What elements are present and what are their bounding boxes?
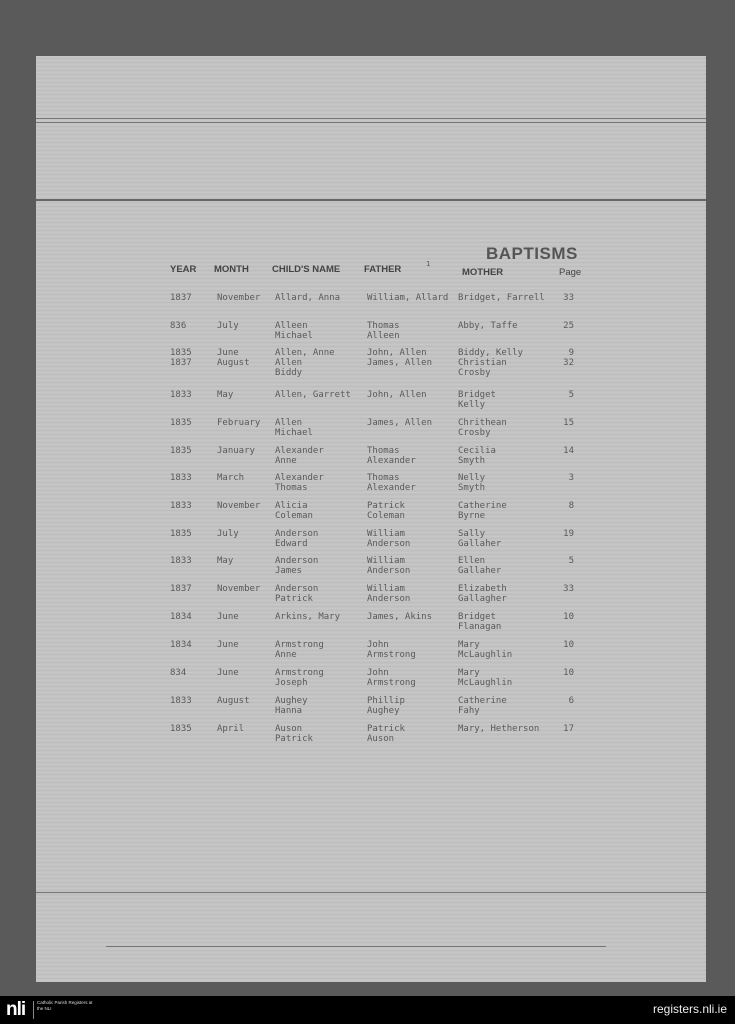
page-cell: 8 (568, 501, 574, 511)
page-cell: 32 (563, 358, 574, 368)
child-cell: Allen Michael (275, 418, 313, 438)
nli-logo[interactable]: nli (6, 999, 26, 1020)
register-row (36, 473, 706, 501)
month-cell: June (217, 640, 239, 650)
father-cell: Patrick Auson (367, 724, 405, 744)
column-header-father: FATHER (364, 264, 402, 275)
month-cell: April (217, 724, 245, 734)
mother-cell: Biddy, Kelly (458, 348, 524, 358)
logo-caption: Catholic Parish Registers at the NLI (37, 1000, 93, 1011)
child-cell: Alleen Michael (275, 321, 313, 341)
page-cell: 5 (568, 556, 574, 566)
child-cell: Arkins, Mary (275, 612, 341, 622)
mother-cell: Catherine Fahy (458, 696, 507, 716)
father-cell: Thomas Alexander (367, 473, 416, 493)
month-cell: August (217, 358, 250, 368)
father-cell: Patrick Coleman (367, 501, 405, 521)
father-cell: John Armstrong (367, 640, 416, 660)
mother-cell: Abby, Taffe (458, 321, 518, 331)
register-row (36, 446, 706, 474)
father-cell: James, Akins (367, 612, 433, 622)
site-link[interactable]: registers.nli.ie (652, 1002, 727, 1016)
month-cell: July (217, 321, 239, 331)
father-cell: William, Allard (367, 293, 449, 303)
register-row (36, 501, 706, 529)
mother-cell: Bridget Kelly (458, 390, 496, 410)
ruled-line (36, 199, 706, 201)
page-cell: 3 (568, 473, 574, 483)
child-cell: Armstrong Joseph (275, 668, 324, 688)
father-cell: Thomas Alexander (367, 446, 416, 466)
column-header-page: Page (559, 267, 582, 278)
mother-cell: Catherine Byrne (458, 501, 507, 521)
page-cell: 10 (563, 640, 574, 650)
year-cell: 1835 (170, 418, 192, 428)
year-cell: 1833 (170, 556, 192, 566)
mother-cell: Mary, Hetherson (458, 724, 540, 734)
register-row (36, 724, 706, 752)
child-cell: Anderson James (275, 556, 319, 576)
child-cell: Alexander Thomas (275, 473, 324, 493)
column-header-mother: MOTHER (462, 267, 504, 278)
child-cell: Allen, Garrett (275, 390, 351, 400)
child-cell: Auson Patrick (275, 724, 313, 744)
year-cell: 836 (170, 321, 187, 331)
column-header-child: CHILD'S NAME (272, 264, 341, 275)
year-cell: 1835 (170, 446, 192, 456)
month-cell: May (217, 390, 234, 400)
child-cell: Allen Biddy (275, 358, 303, 378)
register-row (36, 668, 706, 696)
year-cell: 1837 (170, 293, 192, 303)
column-header-year: YEAR (170, 264, 197, 275)
year-cell: 1833 (170, 390, 192, 400)
register-row (36, 418, 706, 446)
register-row (36, 696, 706, 724)
father-cell: James, Allen (367, 358, 433, 368)
year-cell: 1833 (170, 501, 192, 511)
month-cell: March (217, 473, 245, 483)
register-row (36, 612, 706, 640)
month-cell: June (217, 668, 239, 678)
mother-cell: Bridget Flanagan (458, 612, 502, 632)
register-title: BAPTISMS (486, 244, 578, 263)
mother-cell: Cecilia Smyth (458, 446, 496, 466)
child-cell: Alicia Coleman (275, 501, 313, 521)
month-cell: November (217, 293, 261, 303)
mother-cell: Nelly Smyth (458, 473, 486, 493)
father-cell: Phillip Aughey (367, 696, 405, 716)
page-cell: 6 (568, 696, 574, 706)
father-cell: William Anderson (367, 529, 411, 549)
year-cell: 1837 (170, 358, 192, 368)
year-cell: 1835 (170, 348, 192, 358)
register-row (36, 390, 706, 418)
year-cell: 1835 (170, 724, 192, 734)
month-cell: January (217, 446, 255, 456)
month-cell: June (217, 348, 239, 358)
child-cell: Anderson Edward (275, 529, 319, 549)
page-cell: 14 (563, 446, 574, 456)
father-cell: John Armstrong (367, 668, 416, 688)
month-cell: July (217, 529, 239, 539)
father-cell: James, Allen (367, 418, 433, 428)
page-cell: 9 (568, 348, 574, 358)
mother-cell: Ellen Gallaher (458, 556, 502, 576)
child-cell: Allen, Anne (275, 348, 335, 358)
child-cell: Anderson Patrick (275, 584, 319, 604)
mother-cell: Mary McLaughlin (458, 640, 513, 660)
year-cell: 1833 (170, 473, 192, 483)
father-cell: William Anderson (367, 584, 411, 604)
month-cell: June (217, 612, 239, 622)
register-page (36, 56, 706, 982)
father-cell: William Anderson (367, 556, 411, 576)
page-cell: 25 (563, 321, 574, 331)
page-cell: 17 (563, 724, 574, 734)
year-cell: 1834 (170, 640, 192, 650)
page-cell: 10 (563, 668, 574, 678)
child-cell: Aughey Hanna (275, 696, 308, 716)
year-cell: 1833 (170, 696, 192, 706)
page-cell: 33 (563, 584, 574, 594)
month-cell: August (217, 696, 250, 706)
year-cell: 1837 (170, 584, 192, 594)
ruled-line (106, 946, 606, 947)
page-cell: 15 (563, 418, 574, 428)
page-cell: 5 (568, 390, 574, 400)
page-cell: 19 (563, 529, 574, 539)
year-cell: 834 (170, 668, 187, 678)
month-cell: May (217, 556, 234, 566)
month-cell: November (217, 584, 261, 594)
year-cell: 1834 (170, 612, 192, 622)
register-row (36, 358, 706, 386)
page-mark: 1 (426, 260, 431, 268)
ruled-line (36, 118, 706, 119)
register-row (36, 321, 706, 349)
child-cell: Armstrong Anne (275, 640, 324, 660)
register-row (36, 529, 706, 557)
page-cell: 10 (563, 612, 574, 622)
register-row (36, 584, 706, 612)
mother-cell: Mary McLaughlin (458, 668, 513, 688)
father-cell: Thomas Alleen (367, 321, 400, 341)
ruled-line (36, 892, 706, 893)
logo-divider (33, 1001, 34, 1019)
father-cell: John, Allen (367, 390, 427, 400)
mother-cell: Sally Gallaher (458, 529, 502, 549)
month-cell: November (217, 501, 261, 511)
year-cell: 1835 (170, 529, 192, 539)
month-cell: February (217, 418, 261, 428)
child-cell: Allard, Anna (275, 293, 341, 303)
register-row (36, 640, 706, 668)
mother-cell: Bridget, Farrell (458, 293, 545, 303)
register-row (36, 293, 706, 321)
father-cell: John, Allen (367, 348, 427, 358)
mother-cell: Elizabeth Gallagher (458, 584, 507, 604)
footer-bar (0, 996, 735, 1024)
register-row (36, 556, 706, 584)
child-cell: Alexander Anne (275, 446, 324, 466)
page-cell: 33 (563, 293, 574, 303)
column-header-month: MONTH (214, 264, 249, 275)
ruled-line (36, 122, 706, 123)
mother-cell: Chrithean Crosby (458, 418, 507, 438)
mother-cell: Christian Crosby (458, 358, 507, 378)
